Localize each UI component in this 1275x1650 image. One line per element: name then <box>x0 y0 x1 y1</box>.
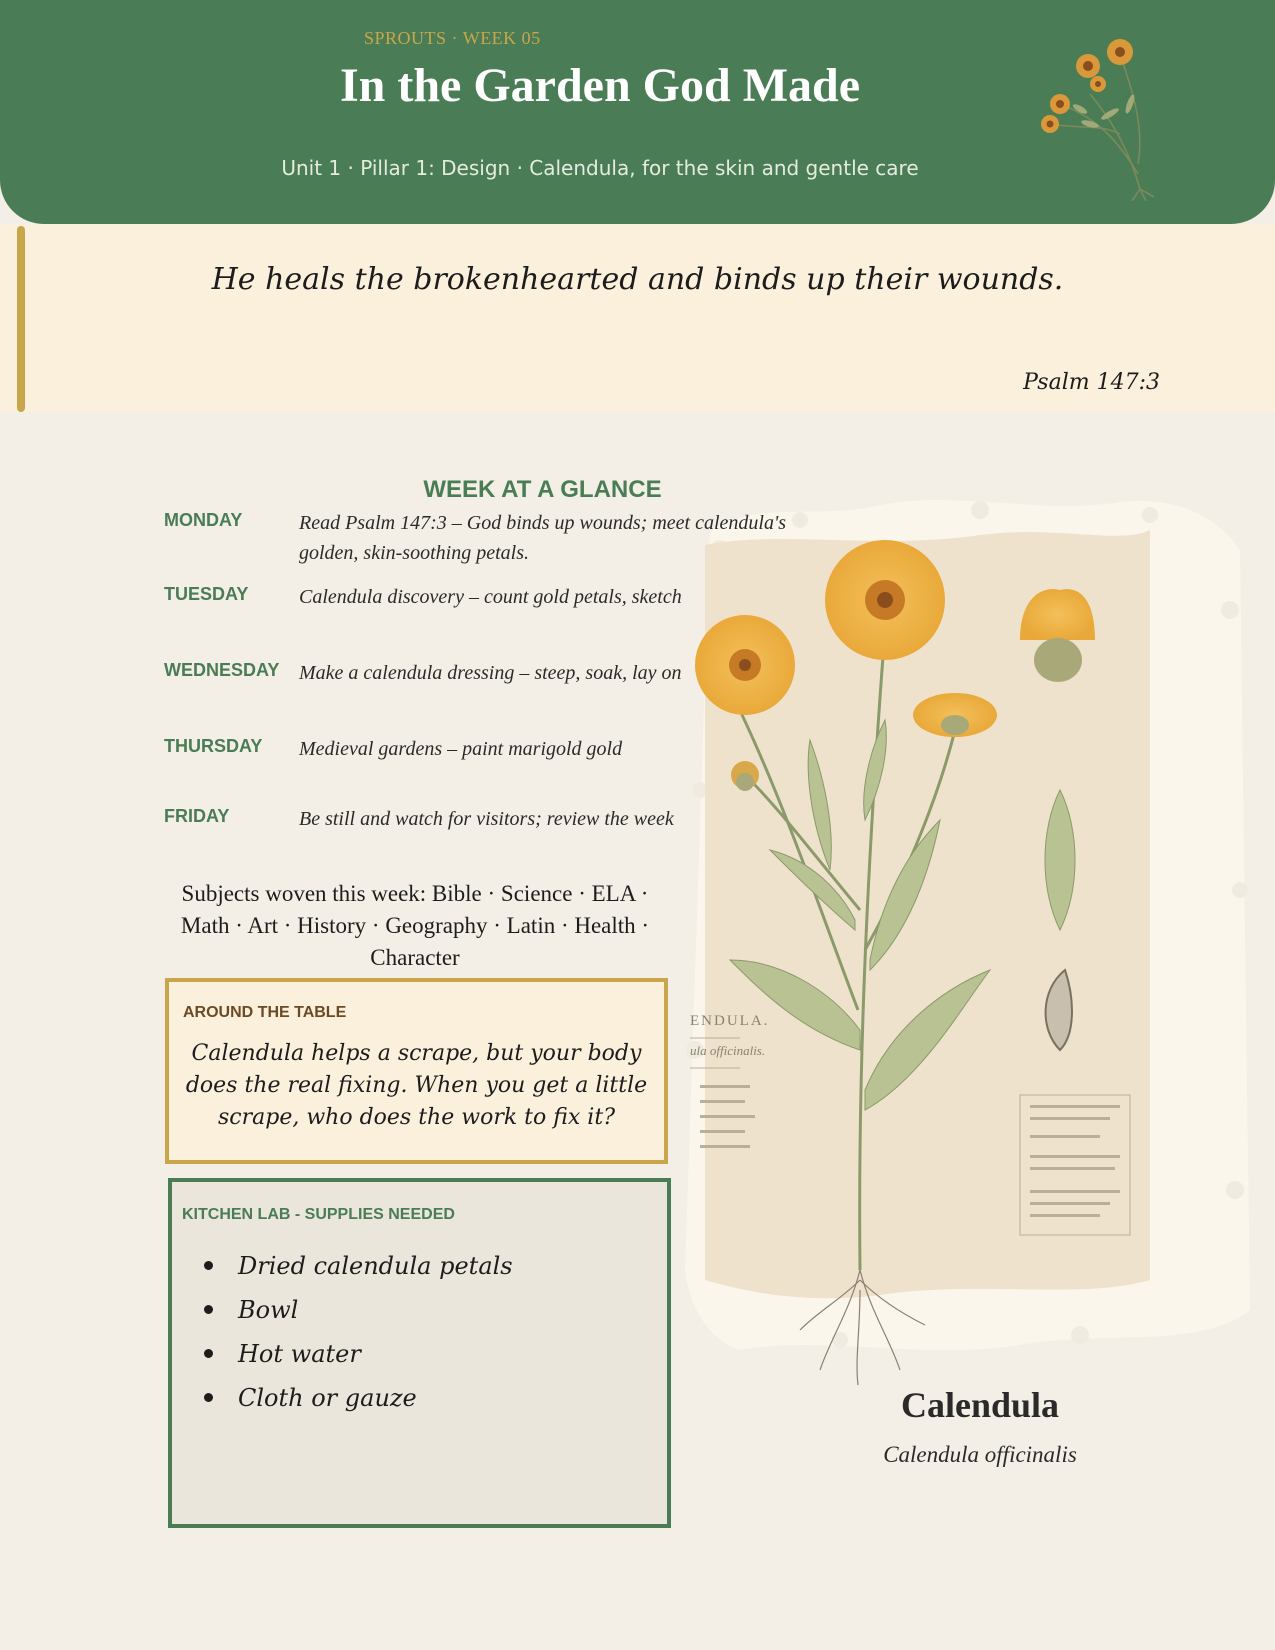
day-activity: Read Psalm 147:3 – God binds up wounds; meet calendula's golden, skin-soothing petals. <box>299 512 787 564</box>
list-item <box>202 1376 513 1420</box>
kitchen-lab-heading: KITCHEN LAB - SUPPLIES NEEDED <box>182 1206 455 1223</box>
supply-label: Cloth or gauze <box>238 1384 417 1412</box>
day-label: TUESDAY <box>164 584 249 604</box>
page-subtitle: Unit 1 · Pillar 1: Design · Calendula, for the skin and gentle care <box>281 156 919 180</box>
bullet-icon <box>204 1349 213 1358</box>
day-activity: Make a calendula dressing – steep, soak, lay on <box>299 662 682 684</box>
supply-label: Dried calendula petals <box>238 1252 513 1280</box>
supplies-list <box>202 1244 513 1420</box>
scripture-reference: Psalm 147:3 <box>1023 370 1160 395</box>
supply-label: Hot water <box>238 1340 361 1368</box>
bullet-icon <box>204 1393 213 1402</box>
day-label: WEDNESDAY <box>164 660 280 680</box>
bullet-icon <box>204 1305 213 1314</box>
plant-latin-name: Calendula officinalis <box>883 1442 1077 1467</box>
calendula-flower-icon <box>825 540 945 660</box>
week-eyebrow: SPROUTS · WEEK 05 <box>364 28 541 48</box>
plate-title: ENDULA. <box>690 1013 770 1029</box>
list-item <box>202 1332 513 1376</box>
page-title: In the Garden God Made <box>339 59 861 112</box>
supply-label: Bowl <box>238 1296 299 1324</box>
scripture-verse: He heals the brokenhearted and binds up their wounds. <box>211 262 1064 297</box>
week-at-a-glance-heading: WEEK AT A GLANCE <box>423 476 662 503</box>
around-the-table-box <box>165 978 668 1164</box>
list-item <box>202 1288 513 1332</box>
plate-latin: ula officinalis. <box>690 1043 766 1058</box>
header-banner <box>0 0 1275 224</box>
day-label: FRIDAY <box>164 806 230 826</box>
day-activity: Be still and watch for visitors; review the week <box>299 808 674 830</box>
around-the-table-heading: AROUND THE TABLE <box>183 1004 347 1021</box>
plant-common-name: Calendula <box>900 1385 1060 1425</box>
bullet-icon <box>204 1261 213 1270</box>
around-the-table-question: Calendula helps a scrape, but your body does the real fixing. When you get a little scrape, who does the work to fix it? <box>185 1041 648 1130</box>
verse-accent-bar <box>17 226 25 412</box>
kitchen-lab-box <box>168 1178 671 1528</box>
day-label: THURSDAY <box>164 736 263 756</box>
day-activity: Medieval gardens – paint marigold gold <box>299 738 623 760</box>
list-item <box>202 1244 513 1288</box>
calendula-botanical-plate <box>680 490 1255 1390</box>
subjects-woven: Subjects woven this week: Bible · Science · ELA · Math · Art · History · Geography · Latin · Health · Character <box>180 881 650 970</box>
calendula-sprig-icon <box>1020 24 1210 204</box>
day-label: MONDAY <box>164 510 243 530</box>
calendula-flower-icon <box>913 693 997 737</box>
day-activity: Calendula discovery – count gold petals, sketch <box>299 586 682 608</box>
